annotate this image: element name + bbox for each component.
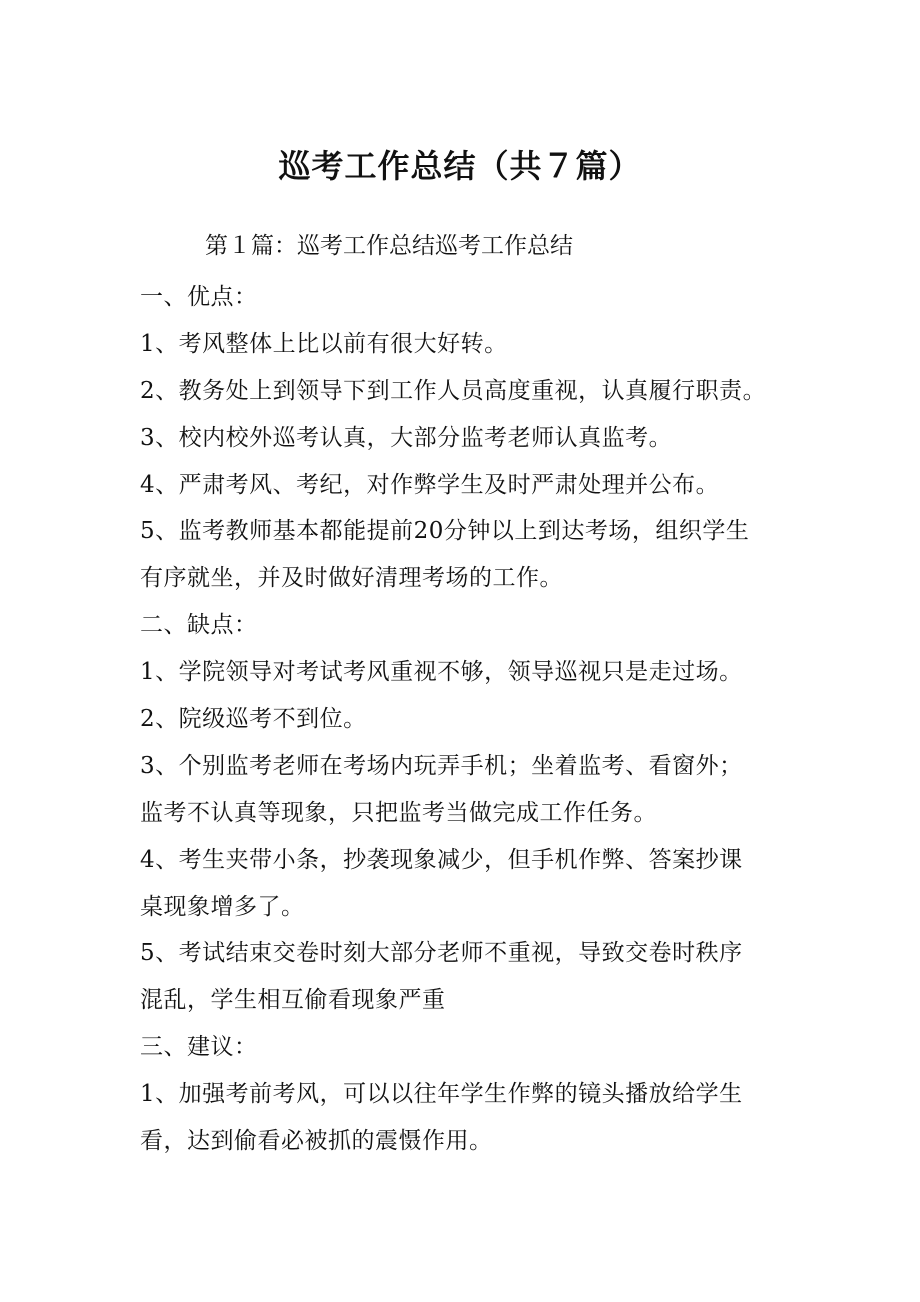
paragraph-line: 1、加强考前考风，可以以往年学生作弊的镜头播放给学生 xyxy=(140,1081,743,1108)
paragraph-line: 4、严肃考风、考纪，对作弊学生及时严肃处理并公布。 xyxy=(140,471,720,498)
paragraph-line: 1、考风整体上比以前有很大好转。 xyxy=(140,330,508,357)
section-heading-disadvantages: 二、缺点： xyxy=(140,612,258,639)
paragraph-line: 3、个别监考老师在考场内玩弄手机；坐着监考、看窗外； xyxy=(140,752,743,779)
document-subtitle: 第１篇：巡考工作总结巡考工作总结 xyxy=(205,233,573,259)
paragraph-line: 有序就坐，并及时做好清理考场的工作。 xyxy=(140,565,563,592)
paragraph-line: 1、学院领导对考试考风重视不够，领导巡视只是走过场。 xyxy=(140,659,743,686)
paragraph-line: 混乱，学生相互偷看现象严重 xyxy=(140,987,446,1014)
paragraph-line: 4、考生夹带小条，抄袭现象减少，但手机作弊、答案抄课 xyxy=(140,846,743,873)
paragraph-line: 2、院级巡考不到位。 xyxy=(140,706,367,733)
paragraph-line: 监考不认真等现象，只把监考当做完成工作任务。 xyxy=(140,799,657,826)
paragraph-line: 看，达到偷看必被抓的震慑作用。 xyxy=(140,1128,493,1155)
section-heading-suggestions: 三、建议： xyxy=(140,1034,258,1061)
paragraph-line: 2、教务处上到领导下到工作人员高度重视，认真履行职责。 xyxy=(140,377,767,404)
paragraph-line: 5、考试结束交卷时刻大部分老师不重视，导致交卷时秩序 xyxy=(140,940,743,967)
paragraph-line: 3、校内校外巡考认真，大部分监考老师认真监考。 xyxy=(140,424,673,451)
document-title: 巡考工作总结（共７篇） xyxy=(278,147,642,185)
section-heading-advantages: 一、优点： xyxy=(140,284,258,310)
document-body xyxy=(140,274,800,1165)
paragraph-line: 5、监考教师基本都能提前20分钟以上到达考场，组织学生 xyxy=(140,518,750,545)
paragraph-line: 桌现象增多了。 xyxy=(140,893,305,920)
